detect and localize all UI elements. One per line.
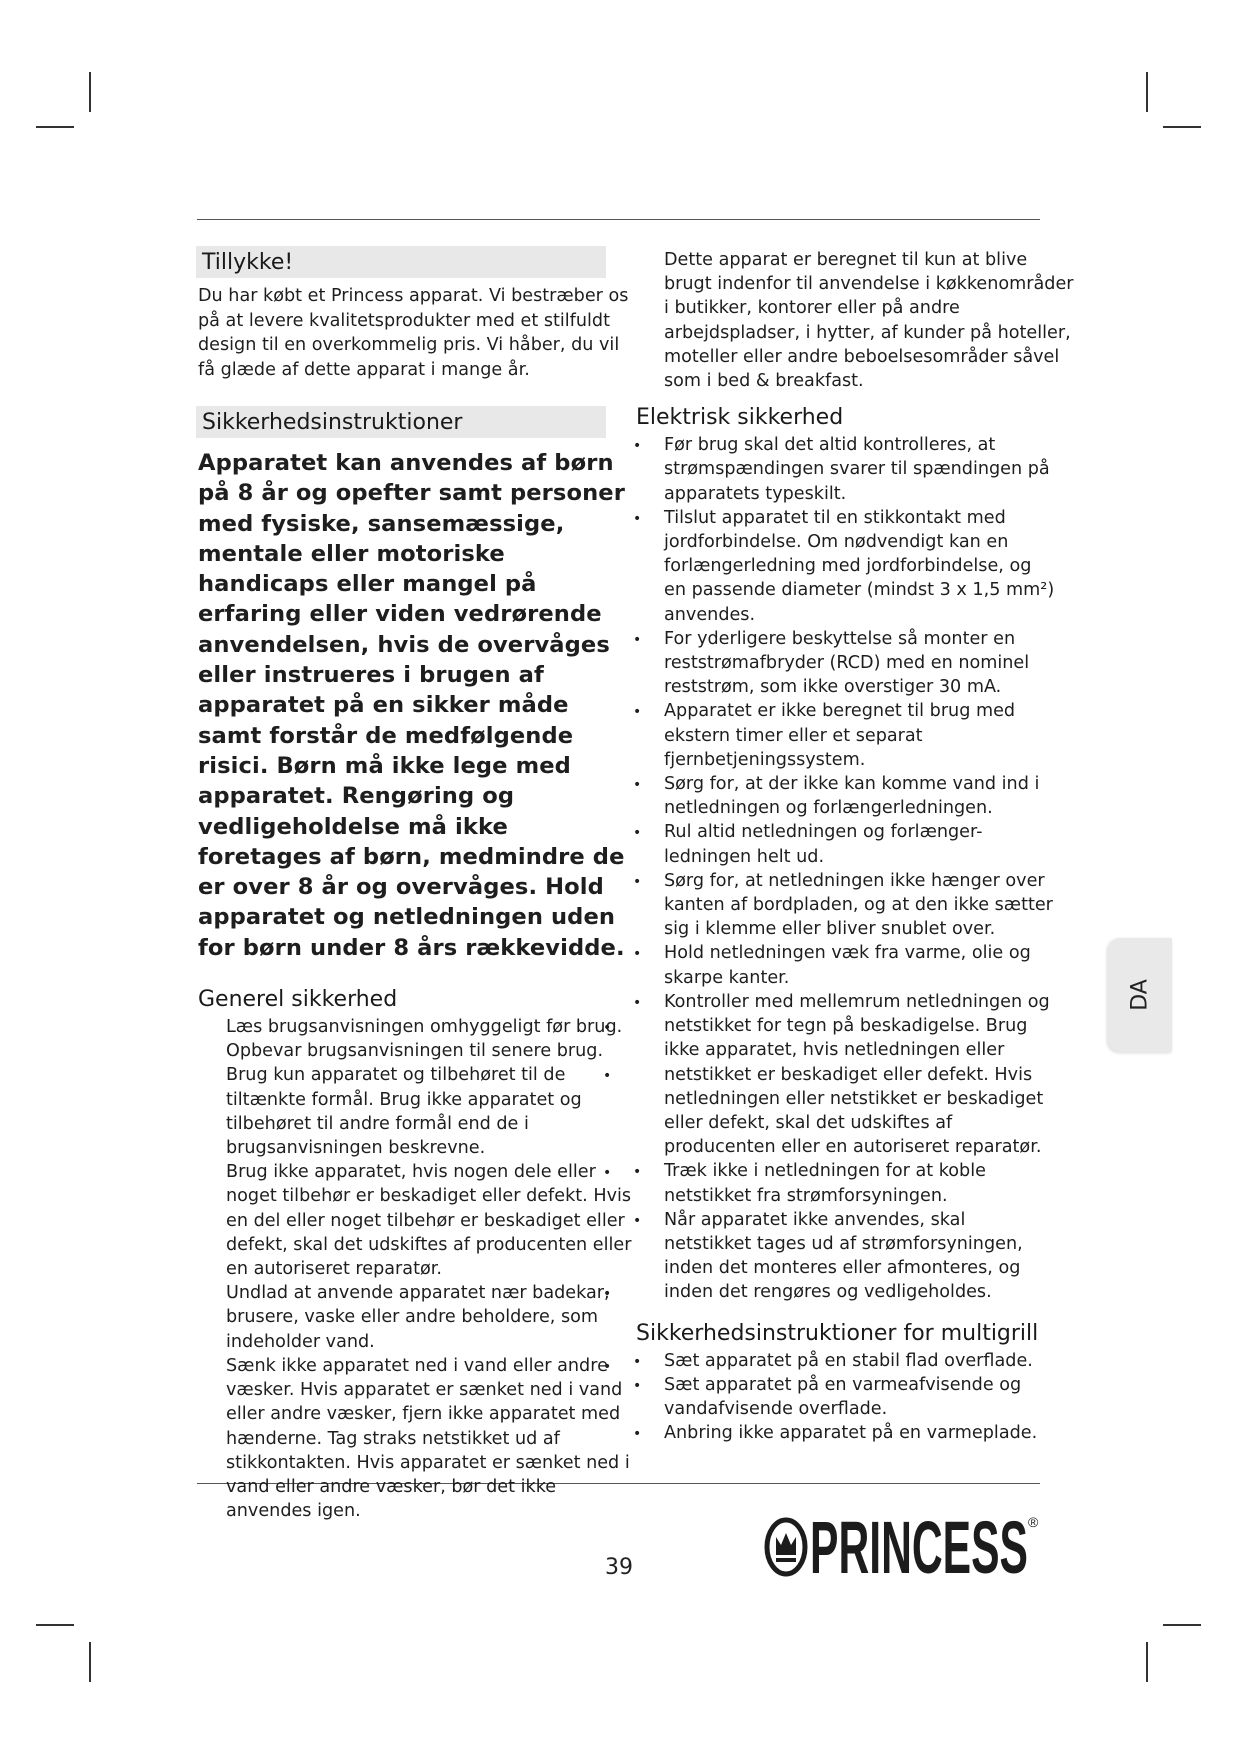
list-item: • Apparatet er ikke beregnet til brug med ekstern timer eller et separat fjernbetjeningssystem.: [636, 699, 1056, 772]
list-item: • For yderligere beskyttelse så monter en reststrømafbryder (RCD) med en nominel reststrøm, som ikke overstiger 30 mA.: [636, 627, 1056, 700]
list-item: • Rul altid netledningen og forlænger-ledningen helt ud.: [636, 820, 1056, 868]
crop-mark: [89, 1642, 91, 1682]
list-item: • Sæt apparatet på en varmeafvisende og vandafvisende overflade.: [636, 1373, 1056, 1421]
crop-mark: [1163, 126, 1201, 128]
usage-scope-text: Dette apparat er beregnet til kun at blive brugt indenfor til anvendelse i køkkenområder i butikker, kontorer eller på andre arbejdspladser, i hytter, af kunder på hoteller, moteller eller andre beboelsesområder såvel som i bed & breakfast.: [664, 250, 1074, 392]
list-item: • Når apparatet ikke anvendes, skal netstikket tages ud af strømforsyningen, inden det monteres eller afmonteres, og inden det rengøres og vedligeholdes.: [636, 1208, 1056, 1305]
list-item: • Læs brugsanvisningen omhyggeligt før brug. Opbevar brugsanvisningen til senere brug.: [198, 1015, 638, 1063]
list-item: • Brug ikke apparatet, hvis nogen dele eller noget tilbehør er beskadiget eller defekt. Hvis en del eller noget tilbehør er beskadiget eller defekt, skal det udskiftes af producenten eller en autoriseret reparatør.: [198, 1160, 638, 1281]
list-item: • Kontroller med mellemrum netledningen og netstikket for tegn på beskadigelse. Brug ikke apparatet, hvis netledningen eller netstikket er beskadiget eller defekt. Hvis netledningen eller netstikket er beskadiget eller defekt, skal det udskiftes af producenten eller en autoriseret reparatør.: [636, 990, 1056, 1159]
electric-heading: Elektrisk sikkerhed: [636, 405, 844, 431]
list-item: • Sæt apparatet på en stabil flad overflade.: [636, 1349, 1056, 1373]
language-tab-label: DA: [1127, 979, 1153, 1011]
top-rule: [197, 219, 1040, 220]
list-item: • Sørg for, at der ikke kan komme vand ind i netledningen og forlængerledningen.: [636, 772, 1056, 820]
list-item: • Anbring ikke apparatet på en varmeplade.: [636, 1421, 1056, 1445]
registered-mark: ®: [1028, 1514, 1039, 1530]
brand-name: PRINCESS: [810, 1507, 1028, 1583]
crop-mark: [36, 126, 74, 128]
intro-text: Du har købt et Princess apparat. Vi bestræber os på at levere kvalitetsprodukter med et stilfuldt design til en overkommelig pris. Vi håber, du vil få glæde af dette apparat i mange år.: [198, 286, 629, 380]
safety-heading: Sikkerhedsinstruktioner: [196, 406, 606, 438]
general-heading: Generel sikkerhed: [198, 987, 398, 1013]
list-item: • Sørg for, at netledningen ikke hænger over kanten af bordpladen, og at den ikke sætter sig i klemme eller bliver snublet over.: [636, 869, 1056, 942]
safety-warning: Apparatet kan anvendes af børn på 8 år og opefter samt personer med fysiske, sansemæssige, mentale eller motoriske handicaps eller mangel på erfaring eller viden vedrørende anvendelsen, hvis de overvåges eller instrueres i brugen af apparatet på en sikker måde samt forstår de medfølgende risici. Børn må ikke lege med apparatet. Rengøring og vedligeholdelse må ikke foretages af børn, medmindre de er over 8 år og overvåges. Hold apparatet og netledningen uden for børn under 8 års rækkevidde.: [198, 450, 625, 961]
crop-mark: [89, 72, 91, 112]
page-number: 39: [605, 1555, 633, 1580]
crop-mark: [1163, 1624, 1201, 1626]
intro-heading: Tillykke!: [196, 246, 606, 278]
crown-emblem-icon: [767, 1520, 805, 1574]
list-item: • Undlad at anvende apparatet nær badekar, brusere, vaske eller andre beholdere, som indeholder vand.: [198, 1281, 638, 1354]
list-item: • Sænk ikke apparatet ned i vand eller andre væsker. Hvis apparatet er sænket ned i vand eller andre væsker, fjern ikke apparatet med hænderne. Tag straks netstikket ud af stikkontakten. Hvis apparatet er sænket ned i vand eller andre væsker, bør det ikke anvendes igen.: [198, 1354, 638, 1523]
princess-logo: [762, 1507, 1042, 1583]
list-item: • Tilslut apparatet til en stikkontakt med jordforbindelse. Om nødvendigt kan en forlængerledning med jordforbindelse, og en passende diameter (mindst 3 x 1,5 mm²) anvendes.: [636, 506, 1056, 627]
crop-mark: [1146, 72, 1148, 112]
general-list: [198, 1015, 638, 1523]
list-item: • Før brug skal det altid kontrolleres, at strømspændingen svarer til spændingen på apparatets typeskilt.: [636, 433, 1056, 506]
list-item: • Hold netledningen væk fra varme, olie og skarpe kanter.: [636, 941, 1056, 989]
crop-mark: [36, 1624, 74, 1626]
multigrill-list: [636, 1349, 1056, 1446]
crop-mark: [1146, 1642, 1148, 1682]
list-item: • Træk ikke i netledningen for at koble netstikket fra strømforsyningen.: [636, 1159, 1056, 1207]
electric-list: [636, 433, 1056, 1304]
right-column: [636, 248, 1086, 1445]
multigrill-heading: Sikkerhedsinstruktioner for multigrill: [636, 1320, 1039, 1346]
language-tab: [1108, 938, 1172, 1052]
list-item: • Brug kun apparatet og tilbehøret til de tiltænkte formål. Brug ikke apparatet og tilbehøret til andre formål end de i brugsanvisningen beskrevne.: [198, 1063, 638, 1160]
left-column: [198, 246, 638, 1523]
